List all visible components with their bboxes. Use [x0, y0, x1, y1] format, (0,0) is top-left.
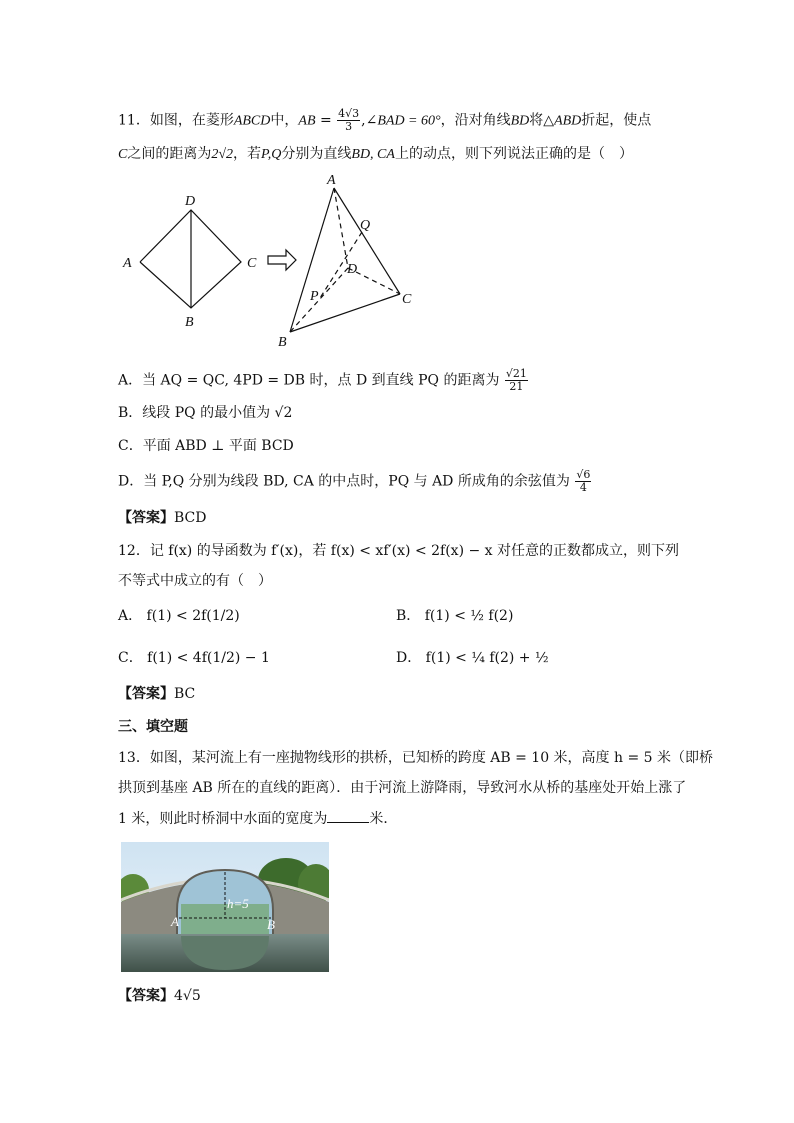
- label-d-top: D: [185, 194, 196, 209]
- q11-text: 折起，使点: [581, 112, 652, 129]
- fraction-numerator: √6: [576, 468, 591, 481]
- q12-line1: 12．记 f(x) 的导函数为 f′(x)，若 f(x) < xf′(x) < 2f(x) − x 对任意的正数都成立，则下列: [118, 543, 680, 559]
- label-c-right: C: [247, 256, 257, 271]
- answer-value: BC: [174, 686, 196, 702]
- q11-angle: ∠BAD = 60°: [365, 113, 441, 129]
- q11-text: 分别为直线: [281, 146, 352, 162]
- q11-abd: ABD: [554, 113, 582, 129]
- q13-text: 米．: [369, 811, 398, 827]
- label-a-apex: A: [327, 173, 336, 188]
- fraction-denominator: 4: [579, 481, 587, 494]
- q12-answer: [118, 684, 195, 704]
- option-a-text: A．当 AQ = QC, 4PD = DB 时，点 D 到直线 PQ 的距离为: [118, 372, 500, 389]
- q11-abcd: ABCD: [233, 113, 271, 129]
- option-a-fraction: [505, 368, 528, 393]
- edge-bc: [290, 294, 400, 332]
- q12-option-d: D． f(1) < ¼ f(2) + ½: [396, 650, 549, 666]
- q11-line2: [118, 144, 633, 165]
- q11-text: 上的动点，则下列说法正确的是（ ）: [394, 146, 633, 162]
- answer-value: BCD: [174, 510, 207, 526]
- fraction-denominator: 3: [345, 120, 353, 133]
- q11-text: 11．如图，在菱形: [118, 112, 234, 129]
- bridge-photo: [121, 842, 329, 972]
- q11-ab: AB: [298, 113, 316, 129]
- q12-line2: 不等式中成立的有（ ）: [118, 573, 272, 589]
- fraction-numerator: 4√3: [338, 107, 360, 120]
- q11-text: 将△: [529, 112, 555, 129]
- q13-answer: [118, 986, 201, 1006]
- q11-option-d: [118, 469, 592, 494]
- label-d: D: [347, 262, 358, 277]
- q12-option-c: C． f(1) < 4f(1/2) − 1: [118, 650, 270, 666]
- q11-pq: P,Q: [261, 147, 282, 162]
- q11-text: 之间的距离为: [127, 146, 212, 162]
- q11-bd: BD: [510, 113, 530, 129]
- q11-answer: [118, 508, 206, 528]
- answer-blank: [327, 808, 369, 823]
- label-b-bottom: B: [185, 315, 194, 330]
- q13-line3: [118, 808, 397, 829]
- q12-option-b: B． f(1) < ½ f(2): [396, 608, 514, 624]
- option-d-fraction: [575, 469, 591, 494]
- q11-fraction: [337, 108, 360, 133]
- answer-label: 【答案】: [118, 988, 174, 1004]
- fraction-numerator: √21: [505, 367, 527, 380]
- label-q: Q: [360, 218, 371, 233]
- q13-line2: 拱顶到基座 AB 所在的直线的距离）．由于河流上游降雨，导致河水从桥的基座处开始上涨了: [118, 780, 687, 796]
- photo-b-label: B: [267, 917, 275, 932]
- q11-dist: 2√2: [211, 147, 234, 162]
- q13-line1: 13．如图，某河流上有一座抛物线形的拱桥，已知桥的跨度 AB = 10 米，高度 h = 5 米（即桥: [118, 750, 714, 766]
- q11-c: C: [118, 147, 128, 162]
- q11-line1: 11．如图，在菱形ABCD中，AB = $\frac{4√3}{3}$ ,∠BAD = 60°，沿对角线BD将△ABD折起，使点: [118, 107, 652, 133]
- fraction-denominator: 21: [509, 380, 524, 393]
- label-b: B: [278, 335, 287, 350]
- photo-a-label: A: [171, 914, 179, 929]
- label-a-left: A: [123, 256, 132, 271]
- q11-option-c: C．平面 ABD ⊥ 平面 BCD: [118, 438, 294, 454]
- label-c: C: [402, 292, 412, 307]
- answer-label: 【答案】: [118, 510, 174, 526]
- q11-figure: [118, 172, 428, 352]
- q11-text: ，沿对角线: [440, 112, 511, 129]
- option-d-text: D．当 P,Q 分别为线段 BD, CA 的中点时，PQ 与 AD 所成角的余弦值为: [118, 473, 570, 490]
- arrow-right-icon: [268, 250, 296, 270]
- q11-lines: BD, CA: [351, 147, 395, 162]
- label-p: P: [310, 289, 319, 304]
- photo-h-label: h=5: [227, 896, 249, 911]
- q13-text: 1 米，则此时桥洞中水面的宽度为: [118, 811, 328, 827]
- q11-text: 中，: [270, 112, 299, 129]
- answer-value: 4√5: [174, 988, 201, 1004]
- q11-option-b: B．线段 PQ 的最小值为 √2: [118, 405, 293, 421]
- section-heading: 三、填空题: [118, 719, 188, 735]
- q11-option-a: [118, 368, 529, 393]
- answer-label: 【答案】: [118, 686, 174, 702]
- q12-option-a: A． f(1) < 2f(1/2): [118, 608, 240, 624]
- q11-text: ，若: [233, 146, 262, 162]
